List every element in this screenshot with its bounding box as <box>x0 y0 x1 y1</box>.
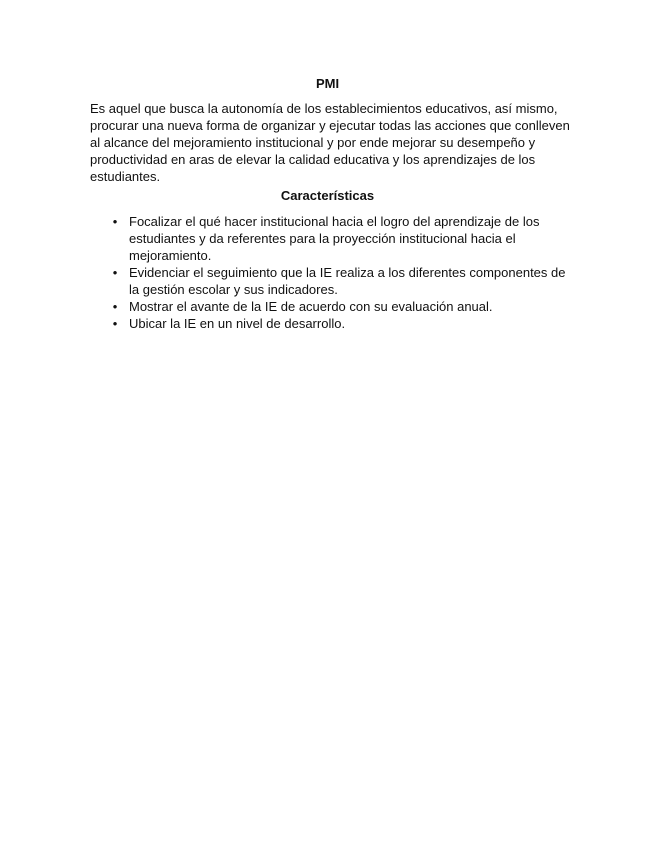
list-item <box>90 298 570 315</box>
bullet-icon: • <box>112 316 118 331</box>
intro-paragraph: Es aquel que busca la autonomía de los establecimientos educativos, así mismo, procurar una nueva forma de organizar y ejecutar todas las acciones que conlleven al alcance del mejoramiento institucional y por ende mejorar su desempeño y productividad en aras de elevar la calidad educativa y los aprendizajes de los estudiantes. <box>90 101 570 184</box>
list-item-text: Ubicar la IE en un nivel de desarrollo. <box>129 316 346 331</box>
list-item <box>90 315 570 332</box>
bullet-icon: • <box>112 214 118 229</box>
bullet-icon: • <box>112 299 118 314</box>
list-item-text: Mostrar el avante de la IE de acuerdo con su evaluación anual. <box>129 299 493 314</box>
features-list <box>90 213 570 332</box>
bullet-icon: • <box>112 265 118 280</box>
list-item <box>90 264 570 298</box>
section-heading: Características <box>280 188 375 203</box>
list-item <box>90 213 570 264</box>
list-item-text: Focalizar el qué hacer institucional hacia el logro del aprendizaje de los estudiantes y da referentes para la proyección institucional hacia el mejoramiento. <box>129 214 540 263</box>
document-title: PMI <box>315 76 340 91</box>
list-item-text: Evidenciar el seguimiento que la IE realiza a los diferentes componentes de la gestión escolar y sus indicadores. <box>129 265 566 297</box>
